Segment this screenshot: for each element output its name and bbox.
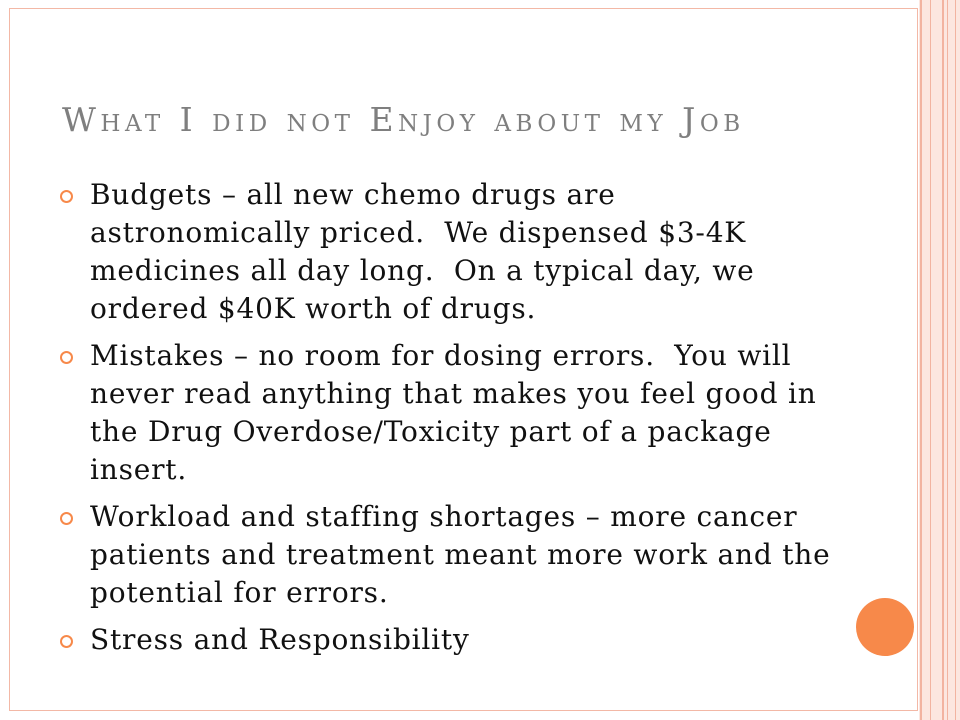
- hollow-circle-bullet-icon: [60, 190, 73, 203]
- bullet-text-line: never read anything that makes you feel good in: [90, 377, 817, 410]
- hollow-circle-bullet-icon: [60, 635, 73, 648]
- stripe-line: [955, 0, 956, 720]
- stripe-line: [920, 0, 922, 720]
- bullet-item-workload: [0, 498, 900, 612]
- bullet-text-line: patients and treatment meant more work and the: [90, 538, 831, 571]
- stripe-line: [942, 0, 944, 720]
- stripe-line: [930, 0, 931, 720]
- bullet-text-line: potential for errors.: [90, 576, 389, 609]
- bullet-text-line: the Drug Overdose/Toxicity part of a package: [90, 415, 772, 448]
- bullet-text-line: Budgets – all new chemo drugs are: [90, 178, 616, 211]
- bullet-item-budgets: [0, 176, 900, 328]
- bullet-item-stress: [0, 621, 900, 659]
- bullet-list: [0, 176, 900, 668]
- bullet-text-line: Workload and staffing shortages – more cancer: [90, 500, 798, 533]
- bullet-text-line: Stress and Responsibility: [90, 623, 470, 656]
- bullet-text-line: Mistakes – no room for dosing errors. You will: [90, 339, 792, 372]
- stripe-line: [947, 0, 948, 720]
- decorative-side-stripes: [919, 0, 960, 720]
- hollow-circle-bullet-icon: [60, 512, 73, 525]
- bullet-text-line: ordered $40K worth of drugs.: [90, 292, 537, 325]
- slide-title: What I did not Enjoy about my Job: [62, 100, 745, 139]
- bullet-item-mistakes: [0, 337, 900, 489]
- hollow-circle-bullet-icon: [60, 351, 73, 364]
- bullet-text-line: insert.: [90, 453, 188, 486]
- bullet-text-line: medicines all day long. On a typical day, we: [90, 254, 755, 287]
- bullet-text-line: astronomically priced. We dispensed $3-4K: [90, 216, 747, 249]
